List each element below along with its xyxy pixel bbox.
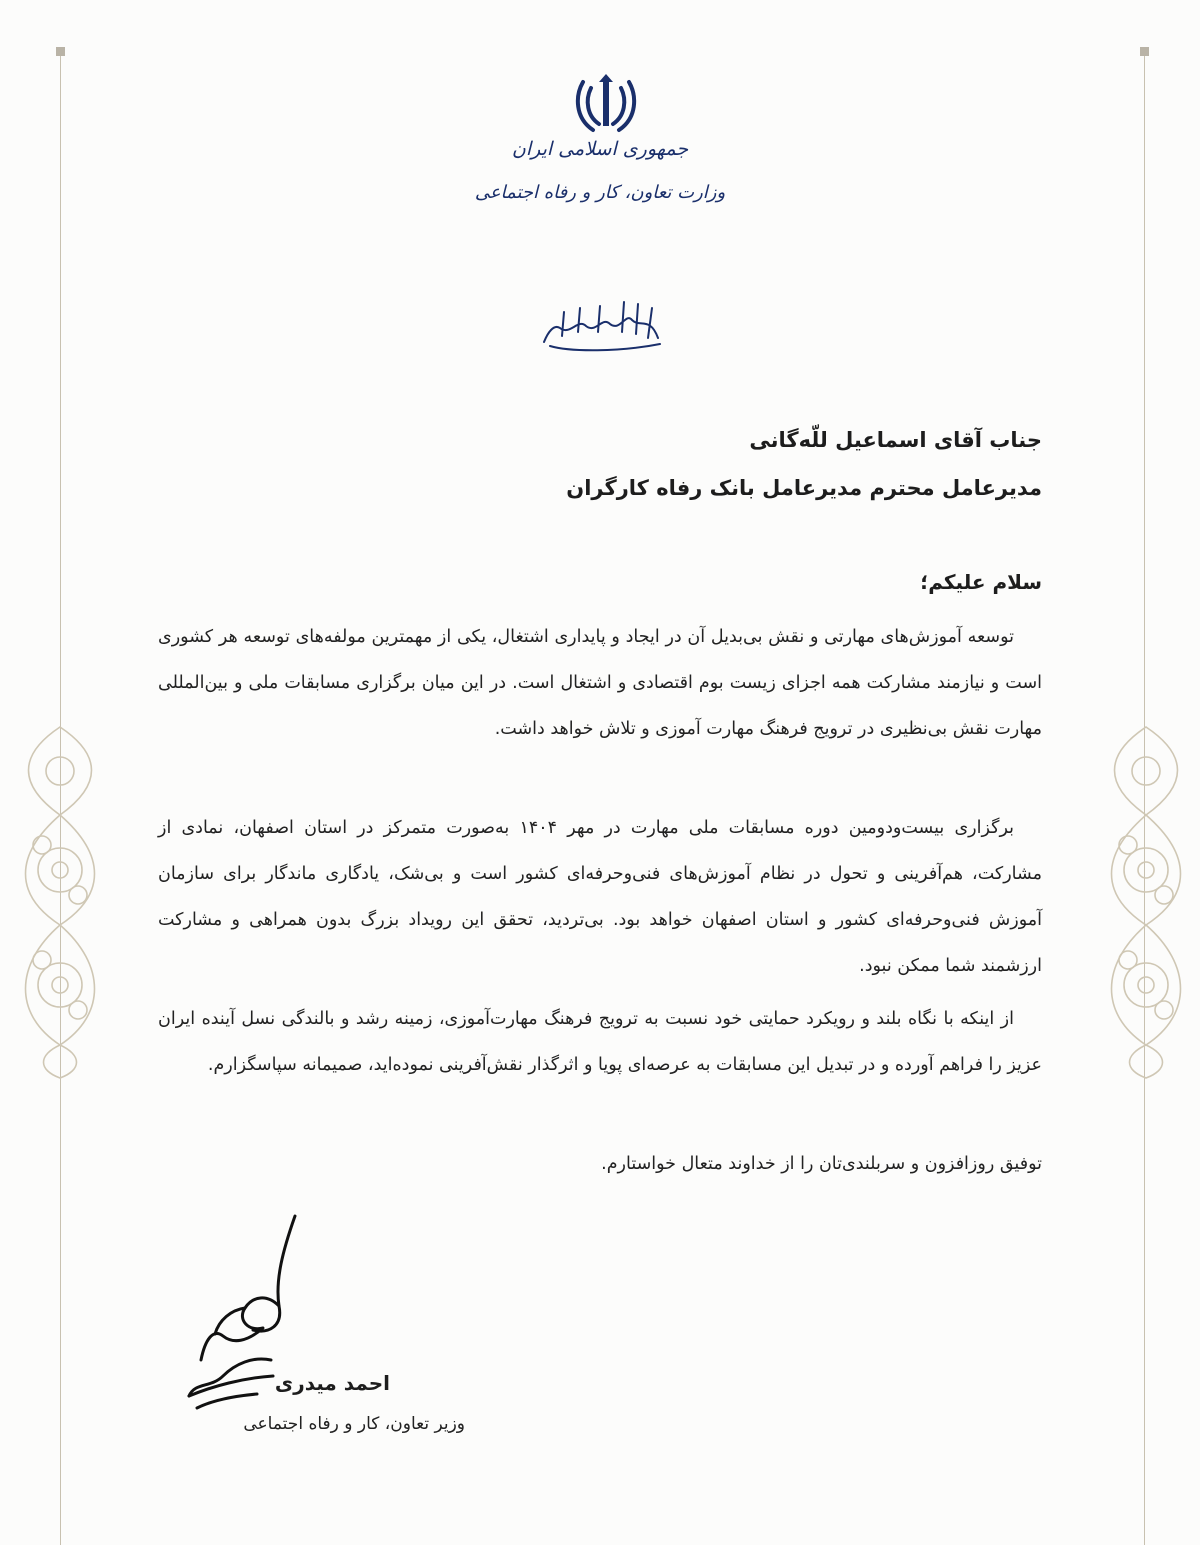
paragraph-text: برگزاری بیست‌ودومین دوره مسابقات ملی مهارت در مهر ۱۴۰۴ به‌صورت متمرکز در استان اصفهان، نمادی از مشارکت، هم‌آفرینی و تحول در نظام آموزش‌های فنی‌وحرفه‌ای کشور است و بی‌شک، یادگاری ماندگار برای سازمان آموزش فنی‌وحرفه‌ای کشور و استان اصفهان خواهد بود. بی‌تردید، تحقق این رویداد بزرگ بدون همراهی و مشارکت ارزشمند شما ممکن نبود. [158, 818, 1042, 976]
closing-text: توفیق روزافزون و سربلندی‌تان را از خداوند متعال خواستارم. [601, 1154, 1042, 1174]
iran-emblem-icon [573, 74, 639, 136]
closing-line [158, 1141, 1042, 1187]
signer-title: وزیر تعاون، کار و رفاه اجتماعی [243, 1414, 465, 1434]
greeting: سلام علیکم؛ [920, 570, 1042, 594]
letter-paragraph [158, 996, 1042, 1088]
header-country: جمهوری اسلامی ایران [511, 138, 689, 160]
recipient-title: مدیرعامل محترم مدیرعامل بانک رفاه کارگران [566, 476, 1042, 500]
header-ministry: وزارت تعاون، کار و رفاه اجتماعی [474, 182, 726, 203]
recipient-name: جناب آقای اسماعیل للّه‌گانی [749, 428, 1042, 452]
frame-corner-left [56, 47, 65, 56]
signer-name: احمد میدری [274, 1371, 390, 1395]
ornament-left [12, 725, 108, 1080]
letter-paragraph [158, 805, 1042, 989]
ornament-right [1098, 725, 1194, 1080]
basmala-calligraphy [540, 298, 665, 353]
letter-paragraph [158, 614, 1042, 752]
frame-corner-right [1140, 47, 1149, 56]
paragraph-text: توسعه آموزش‌های مهارتی و نقش بی‌بدیل آن در ایجاد و پایداری اشتغال، یکی از مهمترین مولفه‌های توسعه هر کشوری است و نیازمند مشارکت همه اجزای زیست بوم اقتصادی و اشتغال است. در این میان برگزاری مسابقات ملی و بین‌المللی مهارت نقش بی‌نظیری در ترویج فرهنگ مهارت آموزی و تلاش خواهد داشت. [158, 627, 1042, 739]
paragraph-text: از اینکه با نگاه بلند و رویکرد حمایتی خود نسبت به ترویج فرهنگ مهارت‌آموزی، زمینه رشد و بالندگی نسل آینده ایران عزیز را فراهم آورده و در تبدیل این مسابقات به عرصه‌ای پویا و اثرگذار نقش‌آفرینی نموده‌اید، صمیمانه سپاسگزارم. [158, 1009, 1042, 1075]
